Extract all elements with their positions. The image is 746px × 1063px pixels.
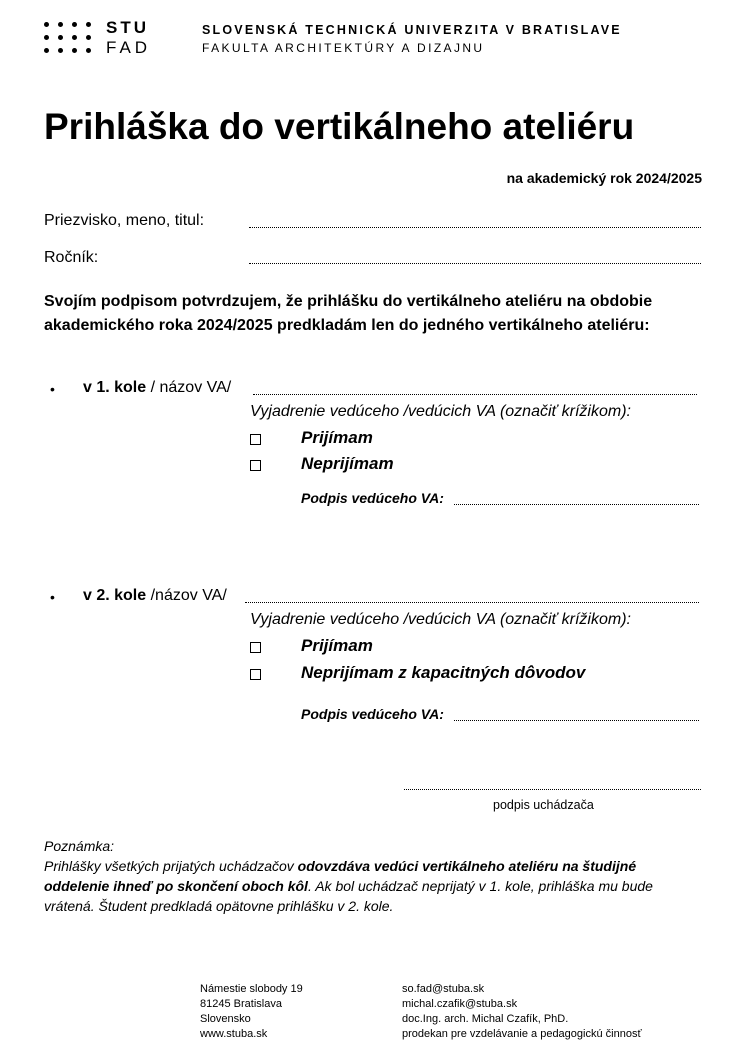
round2-signature-label: Podpis vedúceho VA: <box>301 706 444 722</box>
logo-line-fad: FAD <box>106 38 152 57</box>
note-block <box>44 836 684 916</box>
stu-logo-dots <box>44 22 98 62</box>
round1-va-name-line[interactable] <box>253 394 697 395</box>
faculty-name: FAKULTA ARCHITEKTÚRY A DIZAJNU <box>202 41 485 55</box>
round2-label-bold: v 2. kole <box>83 587 147 604</box>
round2-accept-label: Prijímam <box>301 636 373 655</box>
footer-address-country: Slovensko <box>200 1013 251 1025</box>
logo-dot <box>58 35 63 40</box>
logo-dot <box>72 48 77 53</box>
note-text-part2: . Ak bol uchádzač neprijatý v 1. kole, prihláška mu bude vrátená. Študent predkladá opätovne prihlášku v 2. kole. <box>44 878 653 914</box>
round2-reject-label: Neprijímam z kapacitných dôvodov <box>301 663 586 682</box>
logo-dot <box>44 22 49 27</box>
round2-signature-line[interactable] <box>454 720 699 721</box>
stu-logo-text <box>106 18 151 58</box>
round1-bullet: • <box>50 381 55 397</box>
footer-email-czafik[interactable]: michal.czafik@stuba.sk <box>402 998 518 1010</box>
round1-label-rest: / názov VA/ <box>146 379 232 396</box>
logo-dot <box>72 22 77 27</box>
applicant-signature-label: podpis uchádzača <box>493 798 594 812</box>
round2-reject-checkbox[interactable] <box>250 669 261 680</box>
round2-label-rest: /názov VA/ <box>146 587 227 604</box>
footer-contact-name: doc.Ing. arch. Michal Czafík, PhD. <box>402 1013 569 1025</box>
logo-dot <box>86 22 91 27</box>
footer-address <box>200 982 303 1042</box>
round2-opinion-text: Vyjadrenie vedúceho /vedúcich VA (označiť krížikom): <box>250 611 631 628</box>
logo-line-stu: STU <box>106 18 149 37</box>
round1-label-bold: v 1. kole <box>83 379 147 396</box>
round2-va-name-line[interactable] <box>245 602 699 603</box>
logo-dot <box>44 48 49 53</box>
footer-address-street: Námestie slobody 19 <box>200 983 303 995</box>
logo-dot <box>86 48 91 53</box>
round1-reject-label: Neprijímam <box>301 454 394 473</box>
round1-signature-label: Podpis vedúceho VA: <box>301 490 444 506</box>
round1-signature-line[interactable] <box>454 504 699 505</box>
round2-label <box>83 587 227 605</box>
applicant-signature-line[interactable] <box>404 789 701 790</box>
name-field-line[interactable] <box>249 227 701 228</box>
statement-text: Svojím podpisom potvrdzujem, že prihlášku do vertikálneho ateliéru na obdobie akademického roka 2024/2025 predkladám len do jedného vertikálneho ateliéru: <box>44 293 653 334</box>
round2-accept-checkbox[interactable] <box>250 642 261 653</box>
footer-website-link[interactable]: www.stuba.sk <box>200 1028 268 1040</box>
footer-contact <box>402 982 642 1042</box>
logo-dot <box>58 48 63 53</box>
academic-year: na akademický rok 2024/2025 <box>506 170 702 186</box>
footer-email-faculty[interactable]: so.fad@stuba.sk <box>402 983 485 995</box>
round1-reject-checkbox[interactable] <box>250 460 261 471</box>
logo-dot <box>58 22 63 27</box>
name-field-label: Priezvisko, meno, titul: <box>44 212 205 229</box>
page-title: Prihláška do vertikálneho ateliéru <box>44 106 635 147</box>
year-field-line[interactable] <box>249 263 701 264</box>
year-field-label: Ročník: <box>44 249 99 266</box>
round1-accept-label: Prijímam <box>301 428 373 447</box>
university-name: SLOVENSKÁ TECHNICKÁ UNIVERZITA V BRATISLAVE <box>202 23 622 37</box>
footer-contact-role: prodekan pre vzdelávanie a pedagogickú činnosť <box>402 1028 642 1040</box>
logo-dot <box>72 35 77 40</box>
round1-accept-checkbox[interactable] <box>250 434 261 445</box>
note-body <box>44 856 684 916</box>
round1-opinion-text: Vyjadrenie vedúceho /vedúcich VA (označiť krížikom): <box>250 403 631 420</box>
note-heading: Poznámka: <box>44 838 115 854</box>
note-text-part1: Prihlášky všetkých prijatých uchádzačov <box>44 858 298 874</box>
logo-dot <box>44 35 49 40</box>
round1-label <box>83 379 231 397</box>
footer-address-city: 81245 Bratislava <box>200 998 282 1010</box>
round2-bullet: • <box>50 589 55 605</box>
note-text-bold: odovzdáva vedúci vertikálneho ateliéru na študijné oddelenie ihneď po skončení oboch kôl <box>44 858 637 894</box>
logo-dot <box>86 35 91 40</box>
